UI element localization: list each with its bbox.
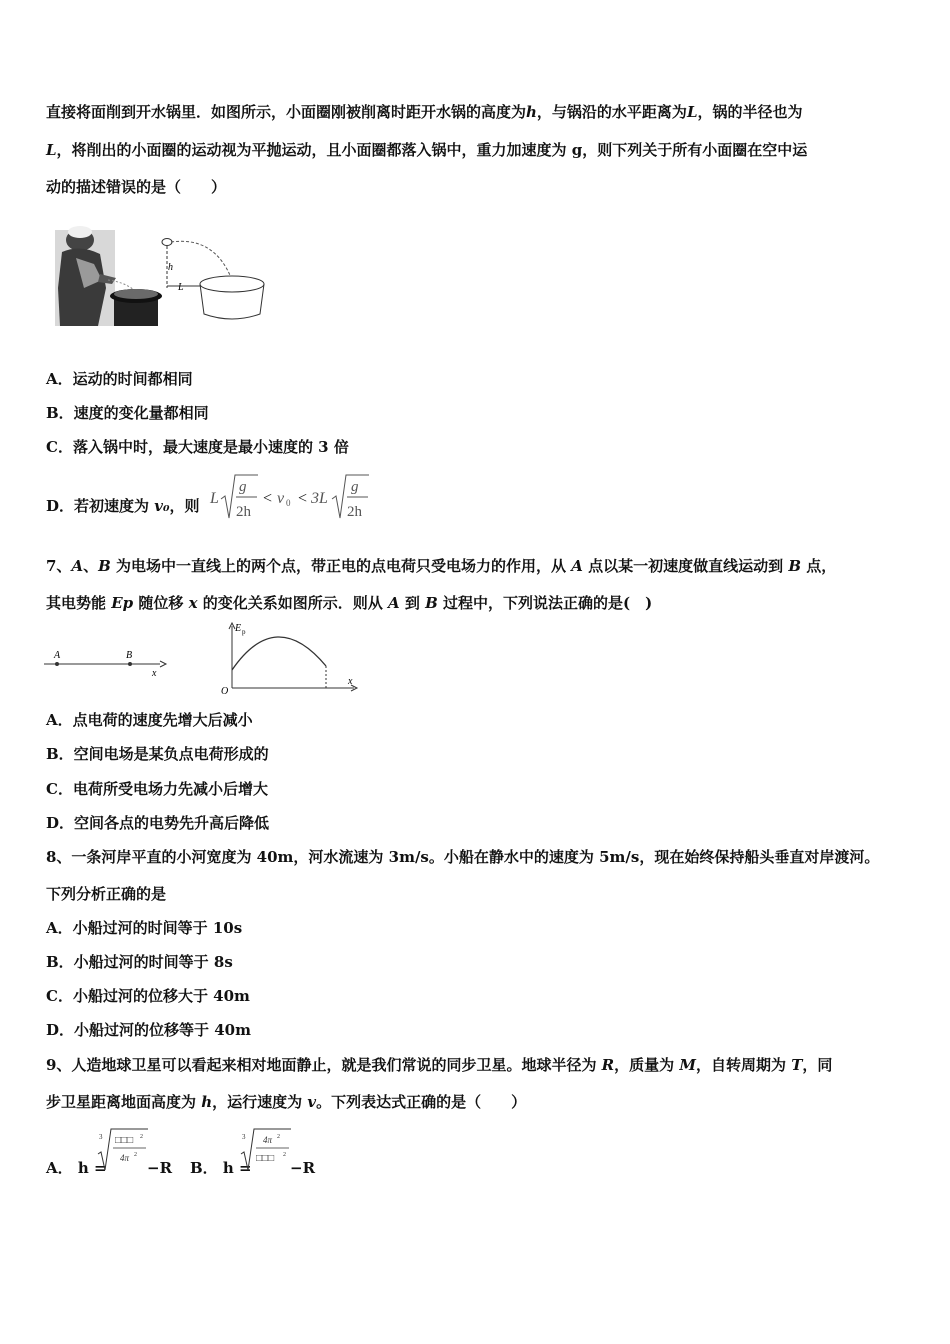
svg-text:L: L <box>210 490 219 507</box>
svg-text:□□□: □□□ <box>115 1135 134 1146</box>
cook-photo <box>55 226 162 326</box>
axis-Ep-sub: p <box>242 628 246 636</box>
q7-line-1: 7、A、B 为电场中一直线上的两个点，带正电的点电荷只受电场力的作用，从 A 点以某一初速度做直线运动到 B 点， <box>46 557 837 575</box>
q7-ep-graph <box>218 620 363 696</box>
q8-line-2: 下列分析正确的是 <box>46 885 167 903</box>
q9-option-a-root <box>96 1126 148 1174</box>
q7-line-2: 其电势能 Ep 随位移 x 的变化关系如图所示．则从 A 到 B 过程中，下列说法正确的是( ) <box>46 594 653 612</box>
svg-text:0: 0 <box>286 498 291 508</box>
point-B: B <box>126 650 133 661</box>
q8-line-1: 8、一条河岸平直的小河宽度为 40m，河水流速为 3m/s。小船在静水中的速度为 5m/s，现在始终保持船头垂直对岸渡河。 <box>46 848 880 866</box>
q8-option-a: A．小船过河的时间等于 10s <box>46 919 243 937</box>
q9-line-1: 9、人造地球卫星可以看起来相对地面静止，就是我们常说的同步卫星。地球半径为 R，质量为 M，自转周期为 T，同 <box>46 1056 833 1074</box>
svg-text:v: v <box>277 490 285 507</box>
svg-text:<: < <box>263 490 273 507</box>
svg-text:2h: 2h <box>347 504 362 520</box>
q6-option-b: B．速度的变化量都相同 <box>46 404 209 422</box>
svg-text:2: 2 <box>283 1152 286 1158</box>
q8-option-b: B．小船过河的时间等于 8s <box>46 953 233 971</box>
fig-label-L1: L <box>178 282 184 293</box>
q9-option-a-label: A． h = <box>46 1159 107 1177</box>
svg-text:4π: 4π <box>263 1135 273 1145</box>
axis-Ep: E <box>235 623 242 634</box>
q9-option-b-tail: −R <box>290 1159 316 1177</box>
q6-option-a: A．运动的时间都相同 <box>46 370 193 388</box>
svg-text:g: g <box>239 479 247 495</box>
q6-figure <box>50 218 275 330</box>
svg-text:4π: 4π <box>120 1153 130 1163</box>
q9-option-b-root <box>239 1126 291 1174</box>
q6-line-1: 直接将面削到开水锅里．如图所示，小面圈刚被削离时距开水锅的高度为h，与锅沿的水平距离为L，锅的半径也为 <box>46 103 803 121</box>
q6-line-2: L，将削出的小面圈的运动视为平抛运动，且小面圈都落入锅中，重力加速度为 g，则下列关于所有小面圈在空中运 <box>46 141 808 159</box>
q9-option-a-tail: −R <box>147 1159 173 1177</box>
svg-text:2: 2 <box>140 1134 143 1140</box>
svg-text:3: 3 <box>99 1133 103 1141</box>
fig-label-h: h <box>168 262 173 273</box>
svg-text:3: 3 <box>242 1133 246 1141</box>
svg-text:g: g <box>351 479 359 495</box>
axis-x-graph: x <box>348 676 353 687</box>
trajectory-diagram <box>162 239 264 320</box>
svg-text:3L: 3L <box>311 490 328 507</box>
q7-option-a: A．点电荷的速度先增大后减小 <box>46 711 253 729</box>
q8-option-d: D．小船过河的位移等于 40m <box>46 1021 251 1039</box>
point-A: A <box>54 650 61 661</box>
q7-option-c: C．电荷所受电场力先减小后增大 <box>46 780 268 798</box>
q6-option-d: D．若初速度为 v₀，则 <box>46 497 200 515</box>
svg-text:2: 2 <box>277 1134 280 1140</box>
q7-option-b: B．空间电场是某负点电荷形成的 <box>46 745 269 763</box>
svg-text:2h: 2h <box>236 504 251 520</box>
svg-text:2: 2 <box>134 1152 137 1158</box>
q6-line-3: 动的描述错误的是（ ） <box>46 178 227 196</box>
q6-option-c: C．落入锅中时，最大速度是最小速度的 3 倍 <box>46 438 349 456</box>
q6-formula <box>208 472 373 524</box>
q7-option-d: D．空间各点的电势先升高后降低 <box>46 814 270 832</box>
origin-O: O <box>221 686 229 696</box>
q9-option-b-label: B． h = <box>190 1159 252 1177</box>
q7-line-figure <box>44 646 170 680</box>
svg-text:□□□: □□□ <box>256 1153 275 1164</box>
q8-option-c: C．小船过河的位移大于 40m <box>46 987 250 1005</box>
svg-text:<: < <box>298 490 308 507</box>
axis-x: x <box>152 668 157 679</box>
q9-line-2: 步卫星距离地面高度为 h，运行速度为 v。下列表达式正确的是（ ） <box>46 1093 527 1111</box>
